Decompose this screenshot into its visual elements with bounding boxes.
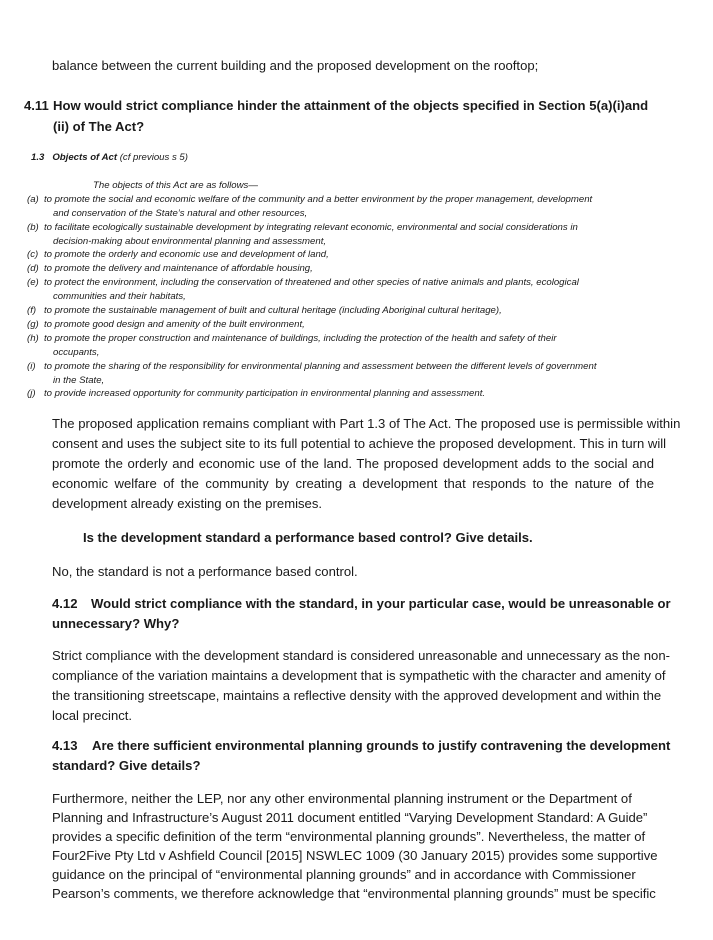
section-4-13-heading-line1: Are there sufficient environmental planning grounds to justify contravening the development [92, 738, 671, 753]
act-object-label: (d) [27, 263, 39, 274]
act-object-item [27, 276, 667, 304]
act-object-label: (h) [27, 333, 39, 344]
act-object-item [27, 360, 667, 388]
para1-line-3: promote the orderly and economic use of the land. The proposed development adds to the social and [52, 456, 654, 471]
act-object-item [27, 221, 667, 249]
act-object-item [27, 304, 667, 318]
act-object-item [27, 262, 667, 276]
act-object-label: (g) [27, 319, 39, 330]
act-object-continuation: in the State, [53, 374, 105, 386]
act-object-continuation: decision-making about environmental planning and assessment, [53, 235, 327, 247]
act-object-text: to promote the delivery and maintenance of affordable housing, [44, 263, 313, 274]
para2-line-1: Strict compliance with the development standard is considered unreasonable and unnecessary as the non- [52, 648, 670, 663]
para1-line-5: development already existing on the premises. [52, 496, 323, 511]
para3-line-2: Planning and Infrastructure’s August 2011 document entitled “Varying Development Standard: A Guide” [52, 810, 648, 825]
act-object-item [27, 387, 667, 401]
act-object-continuation: communities and their habitats, [53, 290, 186, 302]
section-4-11-heading-line2: (ii) of The Act? [53, 119, 145, 134]
act-extract-ref: (cf previous s 5) [119, 152, 188, 163]
act-object-text: to promote the orderly and economic use and development of land, [44, 249, 329, 260]
para3-line-3: provides a specific definition of the term “environmental planning grounds”. Nevertheless, the matter of [52, 829, 646, 844]
act-object-label: (f) [27, 305, 37, 316]
para1-line-1: The proposed application remains compliant with Part 1.3 of The Act. The proposed use is permissible within [52, 416, 681, 431]
act-object-label: (i) [27, 361, 36, 372]
act-object-label: (b) [27, 222, 39, 233]
section-4-11-heading-line1: How would strict compliance hinder the attainment of the objects specified in Section 5(a)(i)and [53, 98, 649, 113]
para1-line-4: economic welfare of the community by creating a development that responds to the nature of the [52, 476, 654, 491]
act-object-label: (j) [27, 388, 36, 399]
para2-line-4: local precinct. [52, 708, 133, 723]
section-4-11-number: 4.11 [24, 98, 49, 113]
act-object-text: to promote the sharing of the responsibility for environmental planning and assessment between the different levels of government [44, 361, 597, 372]
intro-line: balance between the current building and the proposed development on the rooftop; [52, 58, 539, 73]
para3-line-4: Four2Five Pty Ltd v Ashfield Council [2015] NSWLEC 1009 (30 January 2015) provides some supportive [52, 848, 658, 863]
para3-line-1: Furthermore, neither the LEP, nor any other environmental planning instrument or the Department of [52, 791, 632, 806]
para2-line-3: the transitioning streetscape, maintains a reflective density with the approved development and within the [52, 688, 662, 703]
act-object-text: to promote the sustainable management of built and cultural heritage (including Aboriginal cultural heritage), [44, 305, 502, 316]
para1-line-2: consent and uses the subject site to its full potential to achieve the proposed development. This in turn will [52, 436, 667, 451]
performance-answer: No, the standard is not a performance based control. [52, 564, 358, 579]
para3-line-5: guidance on the principal of “environmental planning grounds” and in accordance with Commissioner [52, 867, 636, 882]
section-4-13-number: 4.13 [52, 738, 78, 753]
section-4-12-heading-line2: unnecessary? Why? [52, 616, 180, 631]
section-4-12-heading-line1: Would strict compliance with the standard, in your particular case, would be unreasonable or [91, 596, 671, 611]
act-object-text: to promote the proper construction and maintenance of buildings, including the protection of the health and safety of their [44, 333, 557, 344]
act-object-text: to provide increased opportunity for community participation in environmental planning and assessment. [44, 388, 486, 399]
act-extract-title: Objects of Act [52, 152, 118, 163]
act-object-continuation: occupants, [53, 346, 100, 358]
act-extract-intro: The objects of this Act are as follows— [93, 180, 258, 191]
act-object-item [27, 332, 667, 360]
act-object-text: to promote good design and amenity of the built environment, [44, 319, 305, 330]
act-object-item [27, 318, 667, 332]
act-extract-heading [31, 152, 188, 163]
act-extract-number: 1.3 [31, 152, 45, 163]
para2-line-2: compliance of the variation maintains a development that is sympathetic with the character and amenity of [52, 668, 666, 683]
act-object-continuation: and conservation of the State’s natural and other resources, [53, 207, 308, 219]
para3-line-6: Pearson’s comments, we therefore acknowledge that “environmental planning grounds” must be specific [52, 886, 656, 901]
act-object-label: (a) [27, 194, 39, 205]
act-object-item [27, 248, 667, 262]
act-object-text: to facilitate ecologically sustainable development by integrating relevant economic, environmental and social considerations in [44, 222, 578, 233]
section-4-13-heading-line2: standard? Give details? [52, 758, 201, 773]
act-object-text: to promote the social and economic welfare of the community and a better environment by the proper management, development [44, 194, 593, 205]
section-4-12-number: 4.12 [52, 596, 78, 611]
act-object-item [27, 193, 667, 221]
act-object-text: to protect the environment, including the conservation of threatened and other species of native animals and plants, ecological [44, 277, 579, 288]
performance-question: Is the development standard a performance based control? Give details. [83, 530, 533, 545]
act-object-label: (c) [27, 249, 39, 260]
act-object-label: (e) [27, 277, 39, 288]
